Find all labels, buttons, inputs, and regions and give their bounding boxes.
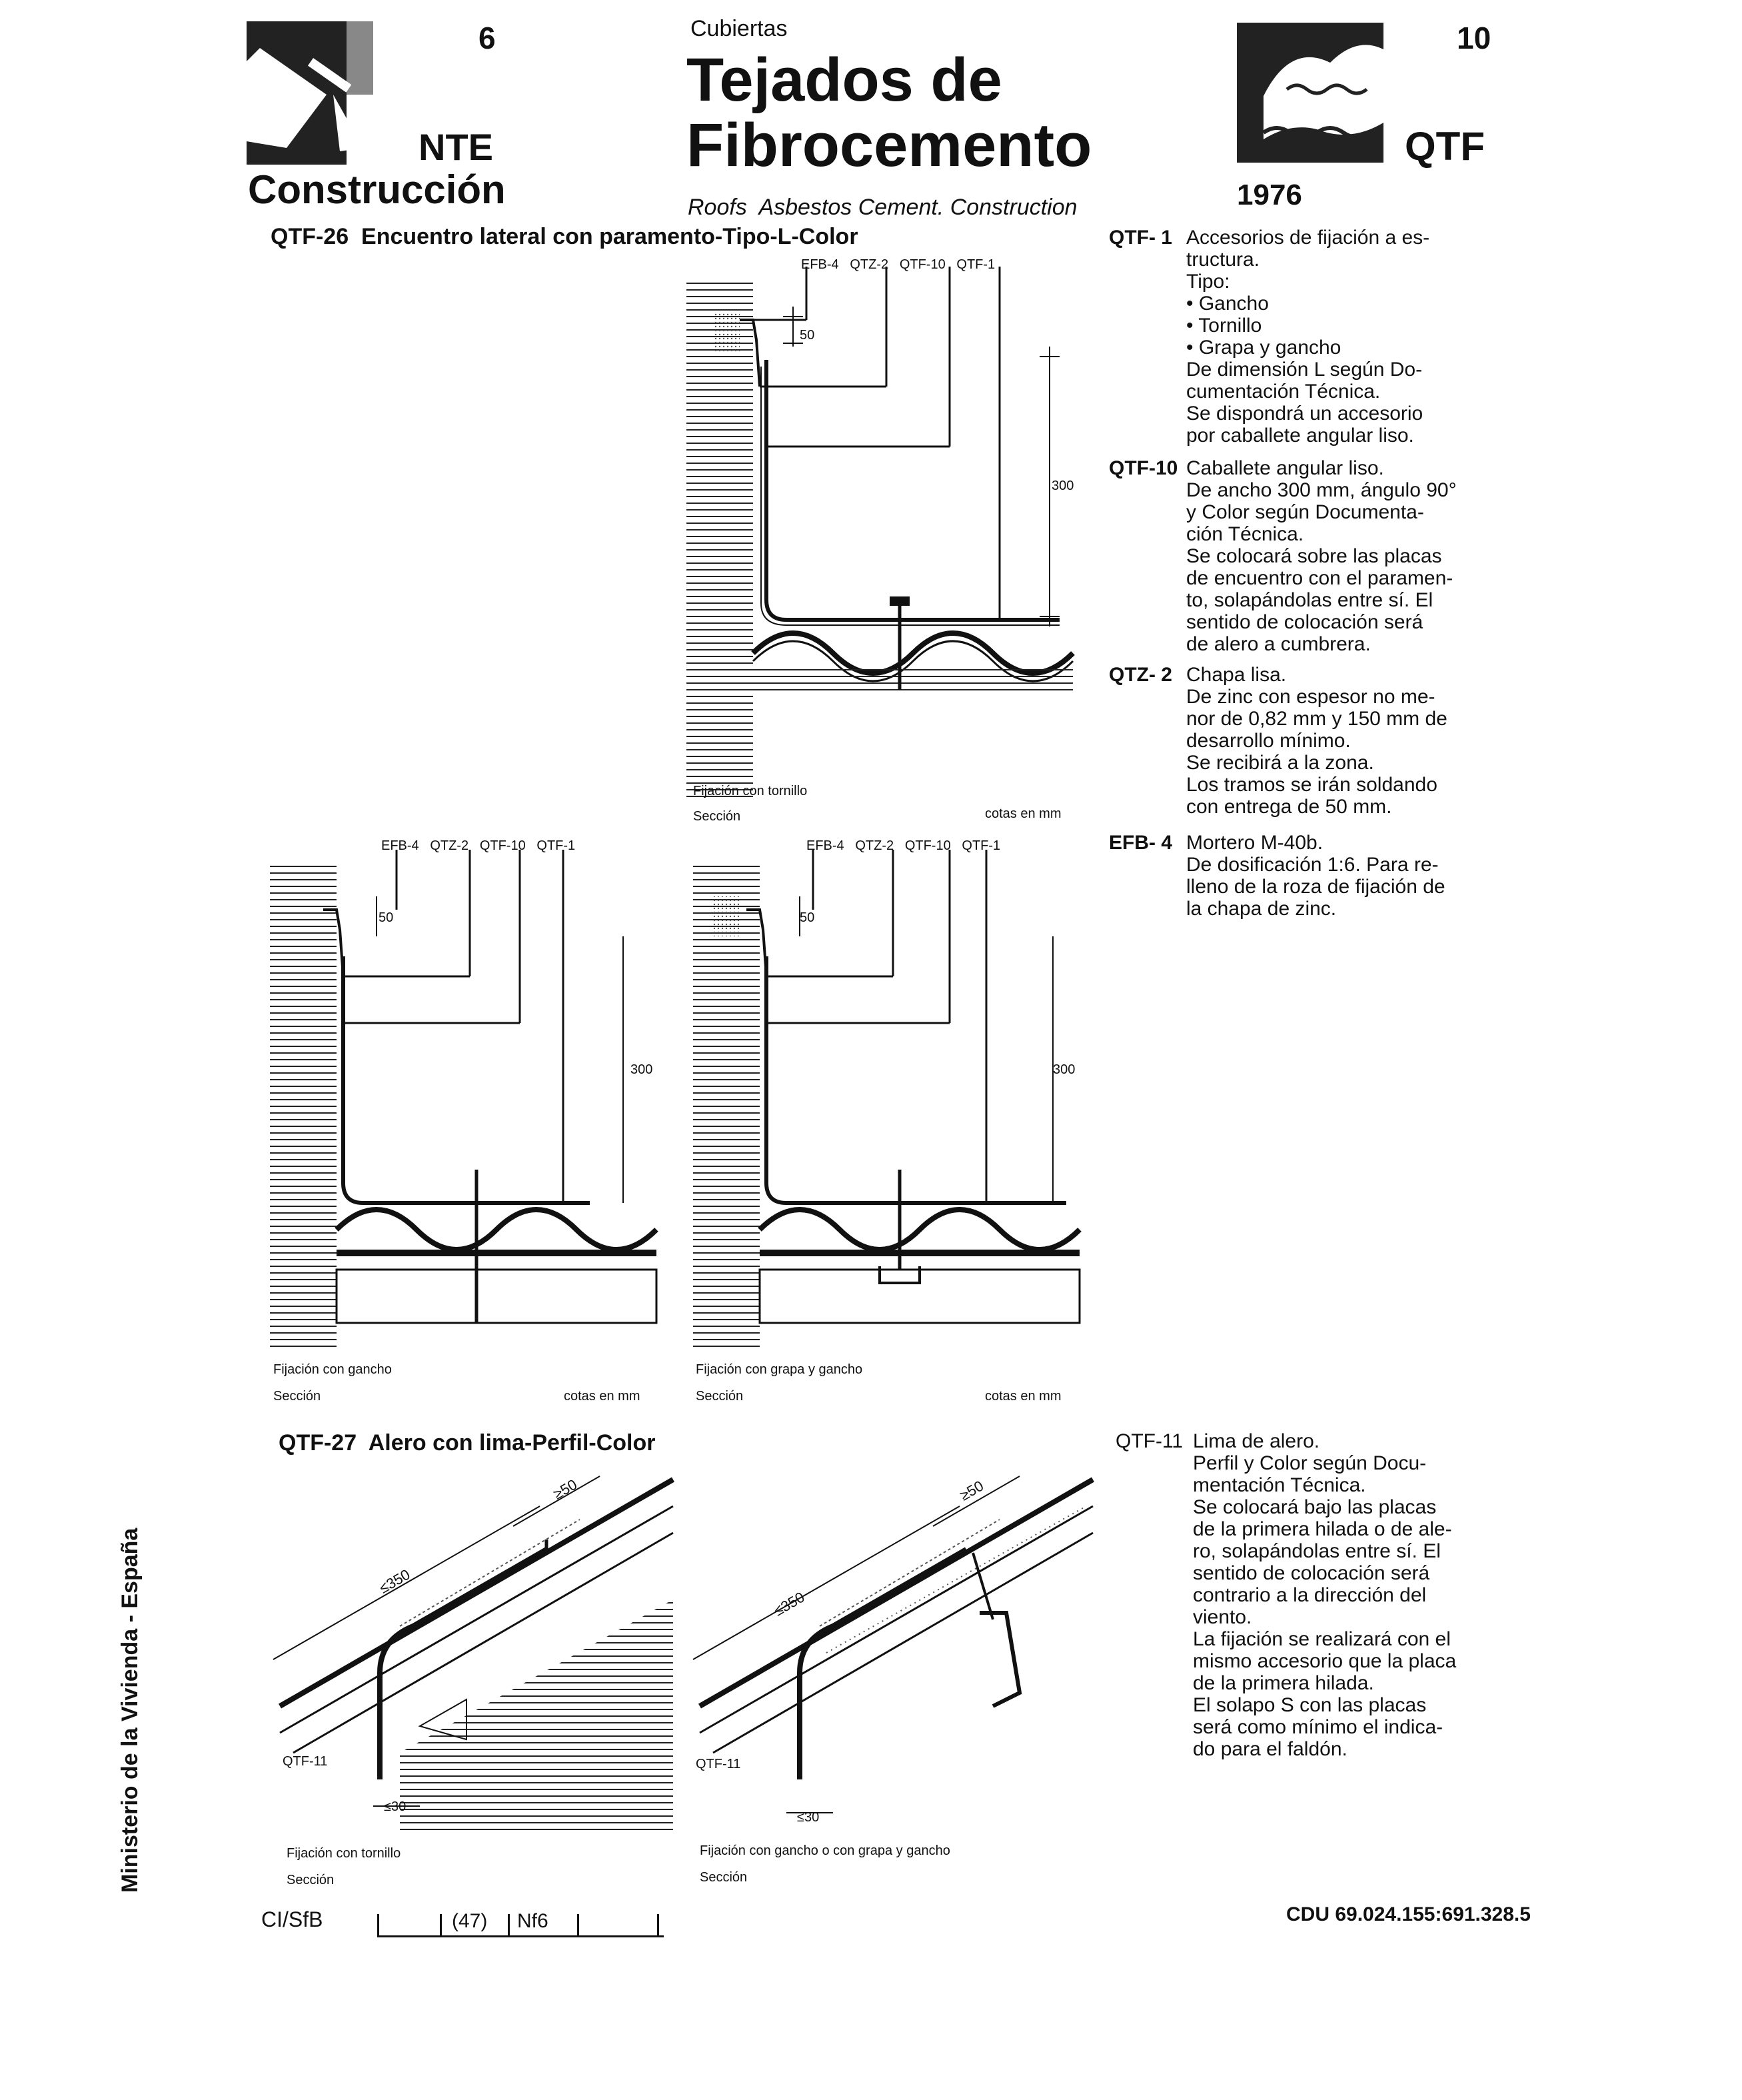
year-label: 1976 <box>1237 179 1302 211</box>
eave-figure-left <box>267 1460 680 1833</box>
callout-qtf1: QTF-1 <box>956 257 996 272</box>
callout-qtz2: QTZ-2 <box>855 838 894 853</box>
eave-figure-right <box>686 1460 1100 1833</box>
page-title-line1: Tejados de <box>686 46 1002 114</box>
callout-qtz2: QTZ-2 <box>430 838 469 853</box>
fig-caption-top: Fijación con tornillo <box>693 784 808 798</box>
page-title-line2: Fibrocemento <box>686 111 1092 179</box>
callout-row-left <box>381 838 575 854</box>
fig-caption-right: Fijación con grapa y gancho <box>696 1362 863 1377</box>
dim-300-right: 300 <box>1053 1062 1076 1077</box>
dim-le350-left: ≤350 <box>376 1566 413 1597</box>
callout-qtf10: QTF-10 <box>904 838 951 853</box>
spec-text: Mortero M-40b. De dosificación 1:6. Para re- lleno de la roza de fijación de la chapa de zinc. <box>1186 832 1445 920</box>
logo-waves <box>1237 23 1383 163</box>
spec-code: QTF-10 <box>1109 457 1178 479</box>
eave-section-left: Sección <box>287 1873 335 1887</box>
spec-code: QTF-11 <box>1116 1430 1184 1452</box>
section-title-qtf26: QTF-26 Encuentro lateral con paramento-Tipo-L-Color <box>271 224 858 249</box>
eave-caption-right: Fijación con gancho o con grapa y gancho <box>700 1843 950 1858</box>
callout-qtf1: QTF-1 <box>536 838 576 853</box>
dim-le30-left: ≤30 <box>384 1799 407 1814</box>
trowel-icon <box>247 21 393 165</box>
fig-section-top: Sección <box>693 809 741 824</box>
cisfb-label: CI/SfB <box>261 1907 323 1931</box>
dim-50-right: 50 <box>800 910 815 925</box>
cdu-label: CDU 69.024.155:691.328.5 <box>1286 1903 1531 1925</box>
label-qtf11-left: QTF-11 <box>283 1754 328 1769</box>
callout-efb4: EFB-4 <box>381 838 419 853</box>
page-subtitle: Roofs Asbestos Cement. Construction <box>688 195 1078 220</box>
page-left-number: 6 <box>478 21 496 55</box>
fig-caption-left: Fijación con gancho <box>273 1362 392 1377</box>
callout-efb4: EFB-4 <box>801 257 839 272</box>
spec-text: Lima de alero. Perfil y Color según Docu- mentación Técnica. Se colocará bajo las placas de la primera hilada o de ale- ro, solapándolas entre sí. El sentido de colocación será contrario a la dirección del viento. La fijación se realizará con el mismo accesorio que la placa de la primera hilada. El solapo S con las placas será como mínimo el indica- do para el faldón. <box>1193 1430 1457 1760</box>
spec-text: Caballete angular liso. De ancho 300 mm, ángulo 90° y Color según Documenta- ción Técnica. Se colocará sobre las placas de encuentro con el paramen- to, solapándolas entre sí. El sentido de colocación será de alero a cumbrera. <box>1186 457 1457 655</box>
spec-code: QTF- 1 <box>1109 227 1172 249</box>
construccion-label: Construcción <box>248 167 506 212</box>
detail-figure-top <box>686 253 1080 820</box>
detail-figure-left <box>270 843 663 1350</box>
dim-le30-right: ≤30 <box>797 1810 820 1825</box>
category-label: Cubiertas <box>690 16 788 41</box>
fig-section-left: Sección <box>273 1389 321 1404</box>
dim-50-left: 50 <box>379 910 394 925</box>
eave-caption-left: Fijación con tornillo <box>287 1846 401 1861</box>
dim-le350-right: ≤350 <box>770 1588 808 1619</box>
eave-section-right: Sección <box>700 1870 748 1885</box>
cisfb-code-47: (47) <box>452 1910 488 1932</box>
fig-section-right: Sección <box>696 1389 744 1404</box>
callout-qtf10: QTF-10 <box>479 838 526 853</box>
dim-ge50-right: ≥50 <box>956 1477 987 1504</box>
callout-qtf1: QTF-1 <box>962 838 1001 853</box>
cisfb-box <box>377 1910 664 1937</box>
code-label: QTF <box>1405 124 1485 169</box>
callout-efb4: EFB-4 <box>806 838 844 853</box>
waves-icon <box>1237 23 1383 163</box>
callout-qtz2: QTZ-2 <box>850 257 889 272</box>
callout-row-top <box>801 257 995 273</box>
dim-50-top: 50 <box>800 328 815 343</box>
ministry-vertical-label: Ministerio de la Vivienda - España <box>117 1528 143 1893</box>
dim-ge50-left: ≥50 <box>550 1476 580 1503</box>
cisfb-code-nf6: Nf6 <box>517 1910 548 1932</box>
spec-text: Chapa lisa. De zinc con espesor no me- nor de 0,82 mm y 150 mm de desarrollo mínimo. Se recibirá a la zona. Los tramos se irán soldando con entrega de 50 mm. <box>1186 664 1447 818</box>
spec-code: QTZ- 2 <box>1109 664 1172 686</box>
spec-text: Accesorios de fijación a es- tructura. Tipo: • Gancho • Tornillo • Grapa y gancho De dimensión L según Do- cumentación Técnica. Se dispondrá un accesorio por caballete angular liso. <box>1186 227 1430 447</box>
fig-units-top: cotas en mm <box>985 806 1062 821</box>
page-right-number: 10 <box>1457 21 1491 55</box>
dim-300-top: 300 <box>1052 479 1074 493</box>
callout-qtf10: QTF-10 <box>899 257 946 272</box>
detail-figure-right <box>693 843 1086 1350</box>
callout-row-right <box>806 838 1000 854</box>
dim-300-left: 300 <box>630 1062 653 1077</box>
logo-trowel <box>247 21 393 165</box>
spec-code: EFB- 4 <box>1109 832 1173 854</box>
fig-units-right: cotas en mm <box>985 1389 1062 1404</box>
label-qtf11-right: QTF-11 <box>696 1757 741 1771</box>
nte-label: NTE <box>419 126 493 168</box>
fig-units-left: cotas en mm <box>564 1389 640 1404</box>
section-title-qtf27: QTF-27 Alero con lima-Perfil-Color <box>279 1430 656 1456</box>
